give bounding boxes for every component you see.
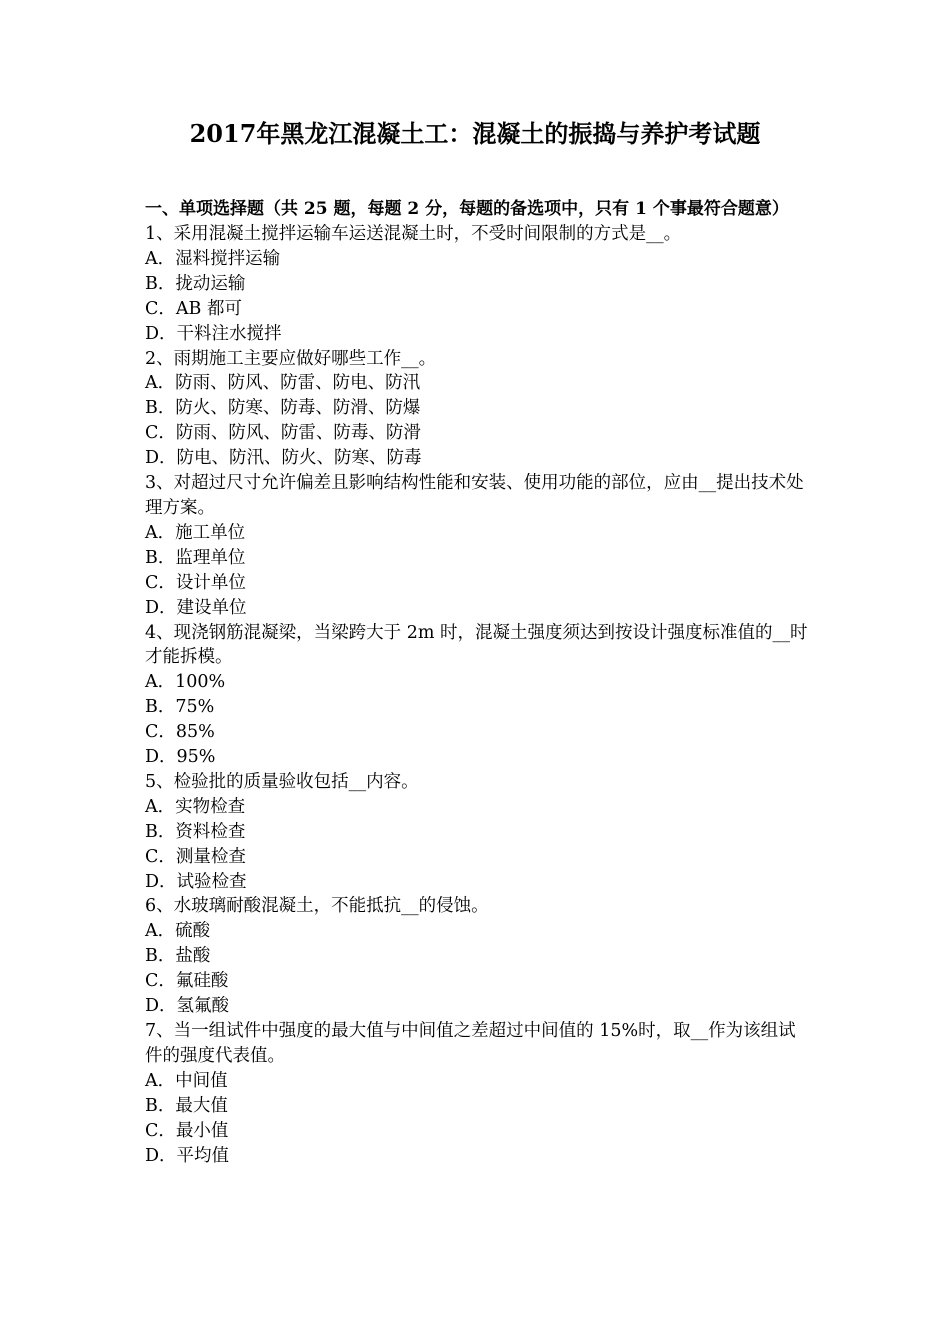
page-title: 2017年黑龙江混凝土工：混凝土的振捣与养护考试题 bbox=[189, 119, 761, 148]
option-d: D．平均值 bbox=[145, 1145, 230, 1166]
question-2 bbox=[145, 347, 811, 472]
option-b: B．最大值 bbox=[145, 1095, 228, 1116]
option-d: D．防电、防汛、防火、防寒、防毒 bbox=[145, 448, 422, 469]
option-b: B．拢动运输 bbox=[145, 273, 246, 294]
option-b: B．盐酸 bbox=[145, 946, 211, 967]
option-a: A．中间值 bbox=[145, 1070, 228, 1091]
section-heading: 一、单项选择题（共 25 题，每题 2 分，每题的备选项中，只有 1 个事最符合题意） bbox=[145, 199, 789, 219]
option-b: B．监理单位 bbox=[145, 547, 246, 568]
option-b: B．75% bbox=[145, 697, 215, 718]
option-c: C．设计单位 bbox=[145, 572, 246, 593]
option-c: C．防雨、防风、防雷、防毒、防滑 bbox=[145, 423, 421, 444]
option-d: D．建设单位 bbox=[145, 597, 247, 618]
question-6 bbox=[145, 894, 811, 1019]
exam-content bbox=[145, 197, 811, 1168]
question-stem: 1、采用混凝土搅拌运输车运送混凝土时，不受时间限制的方式是__。 bbox=[145, 224, 682, 244]
option-d: D．氢氟酸 bbox=[145, 996, 230, 1017]
question-stem: 5、检验批的质量验收包括__内容。 bbox=[145, 771, 419, 792]
option-c: C．AB 都可 bbox=[145, 298, 242, 319]
question-7 bbox=[145, 1019, 811, 1168]
option-a: A．施工单位 bbox=[145, 522, 246, 543]
question-4 bbox=[145, 621, 811, 770]
option-a: A．100% bbox=[145, 672, 226, 693]
option-a: A．实物检查 bbox=[145, 796, 246, 817]
option-c: C．氟硅酸 bbox=[145, 971, 229, 992]
question-stem: 7、当一组试件中强度的最大值与中间值之差超过中间值的 15%时，取__作为该组试件的强度代表值。 bbox=[145, 1021, 796, 1066]
option-a: A．硫酸 bbox=[145, 921, 211, 942]
question-stem: 2、雨期施工主要应做好哪些工作__。 bbox=[145, 348, 437, 369]
option-b: B．资料检查 bbox=[145, 821, 246, 842]
option-d: D．95% bbox=[145, 747, 216, 768]
option-a: A．防雨、防风、防雷、防电、防汛 bbox=[145, 373, 421, 394]
question-stem: 4、现浇钢筋混凝梁，当梁跨大于 2m 时，混凝土强度须达到按设计强度标准值的__时才能拆模。 bbox=[145, 622, 808, 668]
option-d: D．试验检查 bbox=[145, 871, 247, 892]
option-d: D．干料注水搅拌 bbox=[145, 323, 282, 344]
option-c: C．最小值 bbox=[145, 1120, 229, 1141]
question-3 bbox=[145, 471, 811, 620]
question-1 bbox=[145, 222, 811, 347]
option-a: A．湿料搅拌运输 bbox=[145, 248, 281, 269]
question-stem: 6、水玻璃耐酸混凝土，不能抵抗__的侵蚀。 bbox=[145, 896, 489, 917]
option-c: C．85% bbox=[145, 722, 215, 743]
option-b: B．防火、防寒、防毒、防滑、防爆 bbox=[145, 398, 421, 419]
question-stem: 3、对超过尺寸允许偏差且影响结构性能和安装、使用功能的部位，应由__提出技术处理方案。 bbox=[145, 473, 804, 518]
question-5 bbox=[145, 770, 811, 895]
option-c: C．测量检查 bbox=[145, 846, 246, 867]
